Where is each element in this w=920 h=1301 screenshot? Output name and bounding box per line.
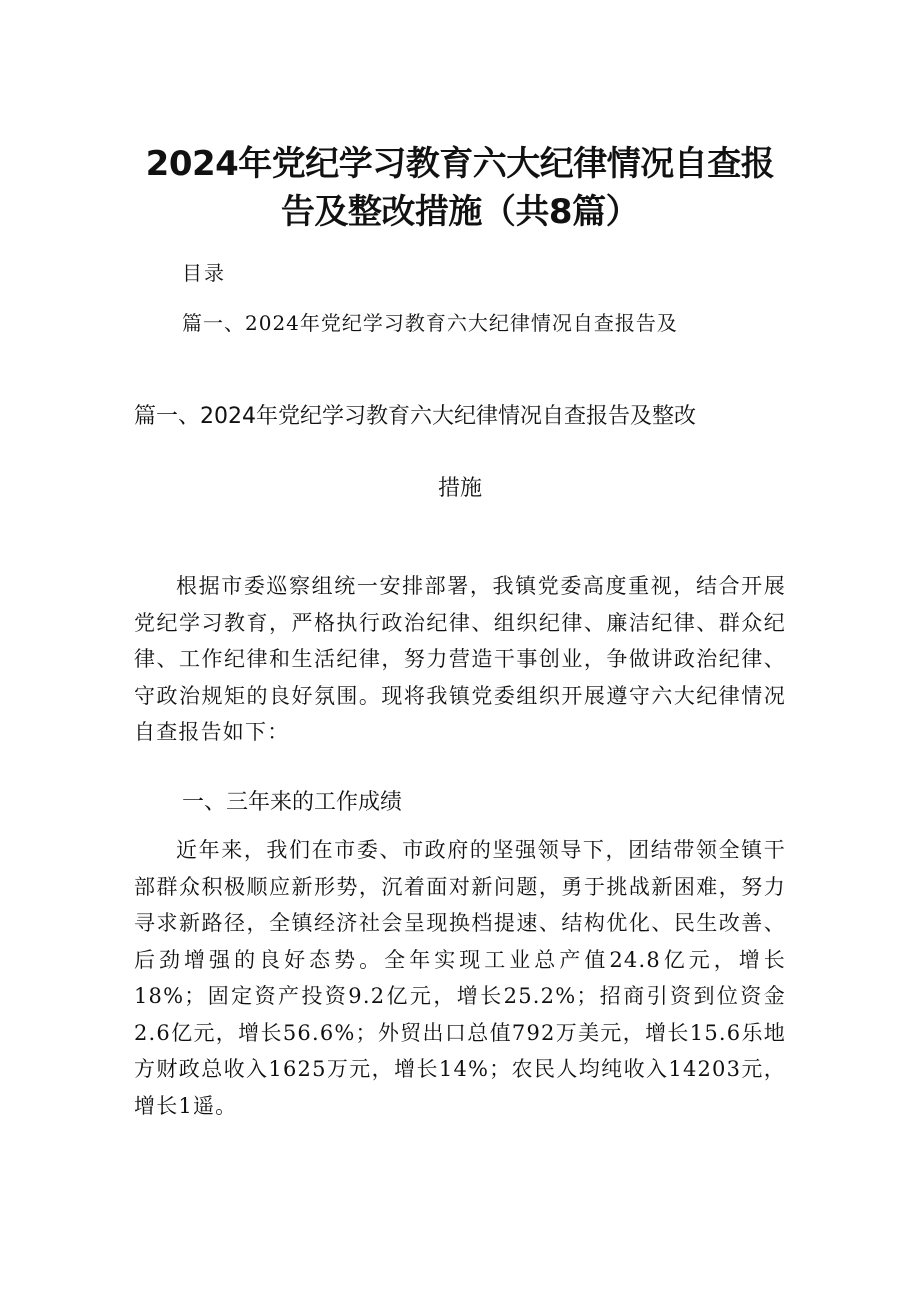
toc-heading: 目录 xyxy=(182,261,226,285)
document-title xyxy=(120,140,800,236)
section-title-line-1: 篇一、2024年党纪学习教育六大纪律情况自查报告及整改 xyxy=(134,404,696,429)
toc-item[interactable]: 篇一、2024年党纪学习教育六大纪律情况自查报告及 xyxy=(182,311,678,335)
subheading: 一、三年来的工作成绩 xyxy=(182,790,403,815)
document-title-line-2: 告及整改措施（共8篇） xyxy=(280,192,640,232)
document-title-line-1: 2024年党纪学习教育六大纪律情况自查报 xyxy=(145,144,775,184)
section-title-line-2: 措施 xyxy=(437,476,482,501)
body-paragraph: 近年来，我们在市委、市政府的坚强领导下，团结带领全镇干部群众积极顺应新形势，沉着面对新问题，勇于挑战新困难，努力寻求新路径，全镇经济社会呈现换档提速、结构优化、民生改善、后劲增强的良好态势。全年实现工业总产值24.8亿元，增长18%；固定资产投资9.2亿元，增长25.2%；招商引资到位资金2.6亿元，增长56.6%；外贸出口总值792万美元，增长15.6乐地方财政总收入1625万元，增长14%；农民人均纯收入14203元，增长1遥。 xyxy=(134,838,786,1118)
intro-paragraph: 根据市委巡察组统一安排部署，我镇党委高度重视，结合开展党纪学习教育，严格执行政治纪律、组织纪律、廉洁纪律、群众纪律、工作纪律和生活纪律，努力营造干事创业，争做讲政治纪律、守政治规矩的良好氛围。现将我镇党委组织开展遵守六大纪律情况自查报告如下： xyxy=(134,574,786,744)
